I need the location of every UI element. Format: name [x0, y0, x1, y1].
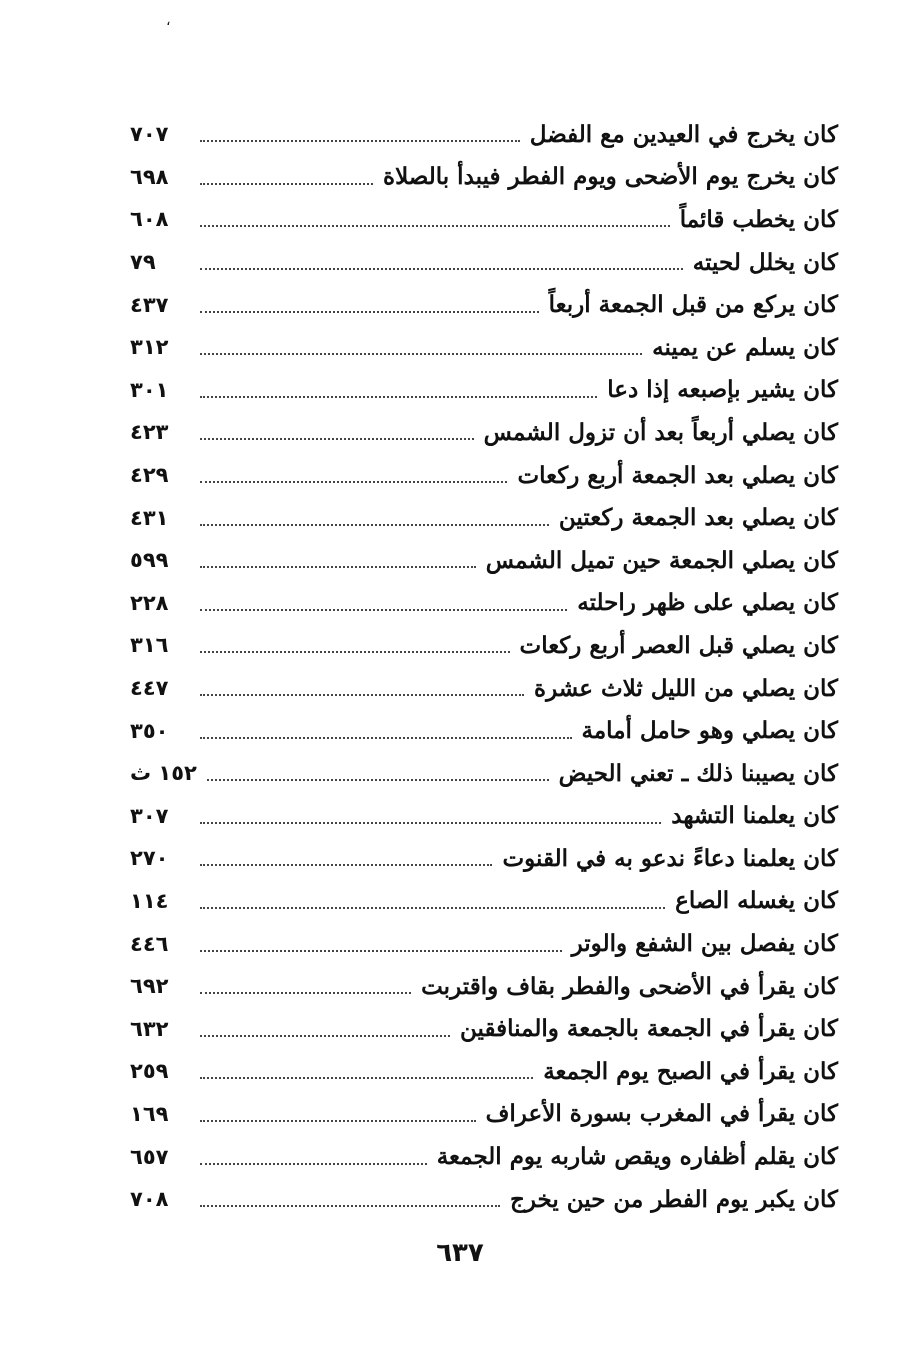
page-ref: ١٦٩ — [130, 1101, 169, 1126]
page-ref: ٧٩ — [130, 250, 156, 275]
index-entry — [130, 1007, 838, 1050]
page-ref: ٣٥٠ — [130, 718, 169, 743]
dot-leader — [200, 566, 476, 568]
index-entry — [130, 582, 838, 625]
index-entry — [130, 539, 838, 582]
index-entry — [130, 1093, 838, 1136]
dot-leader — [200, 225, 670, 227]
dot-leader — [200, 396, 597, 398]
entry-text: كان يقرأ في الصبح يوم الجمعة — [543, 1057, 838, 1085]
dot-leader — [200, 737, 572, 739]
index-entry — [130, 369, 838, 412]
entry-text: كان يصلي بعد الجمعة أربع ركعات — [517, 461, 838, 489]
index-entry — [130, 411, 838, 454]
entry-text: كان يشير بإصبعه إذا دعا — [607, 376, 838, 404]
page-ref: ٤٢٣ — [130, 420, 169, 445]
page-ref: ١١٤ — [130, 888, 169, 913]
index-entry — [130, 1178, 838, 1221]
page-ref: ٣٠١ — [130, 377, 169, 402]
dot-leader — [200, 950, 562, 952]
index-entry — [130, 922, 838, 965]
dot-leader — [200, 694, 524, 696]
page-ref: ٦٠٨ — [130, 207, 169, 232]
index-list — [130, 113, 838, 1220]
index-entry — [130, 1050, 838, 1093]
page-ref: ٧٠٧ — [130, 122, 169, 147]
dot-leader — [200, 1035, 450, 1037]
index-entry — [130, 752, 838, 795]
dot-leader — [200, 1077, 533, 1079]
page-ref: ٣١٢ — [130, 335, 169, 360]
page-ref: ٤٤٦ — [130, 931, 169, 956]
entry-text: كان يخرج في العيدين مع الفضل — [529, 120, 838, 148]
dot-leader — [200, 524, 549, 526]
page-ref: ٤٤٧ — [130, 676, 169, 701]
index-entry — [130, 880, 838, 923]
index-entry — [130, 283, 838, 326]
index-entry — [130, 624, 838, 667]
index-entry — [130, 965, 838, 1008]
entry-text: كان يخلل لحيته — [692, 248, 838, 276]
entry-text: كان يصلي على ظهر راحلته — [577, 589, 838, 617]
dot-leader — [200, 992, 411, 994]
index-entry — [130, 241, 838, 284]
index-entry — [130, 113, 838, 156]
index-entry — [130, 709, 838, 752]
dot-leader — [200, 140, 520, 142]
page-ref: ٤٣٧ — [130, 292, 169, 317]
dot-leader — [200, 1120, 476, 1122]
index-entry — [130, 198, 838, 241]
entry-text: كان يقرأ في المغرب بسورة الأعراف — [485, 1100, 838, 1128]
page-ref: ٢٥٩ — [130, 1059, 169, 1084]
index-entry — [130, 1135, 838, 1178]
entry-text: كان يعلمنا التشهد — [671, 802, 838, 830]
index-entry — [130, 667, 838, 710]
page-ref: ٣١٦ — [130, 633, 169, 658]
entry-text: كان يقرأ في الجمعة بالجمعة والمنافقين — [460, 1015, 838, 1043]
dot-leader — [200, 822, 661, 824]
dot-leader — [200, 311, 539, 313]
page-ref: ٤٢٩ — [130, 463, 169, 488]
index-entry — [130, 454, 838, 497]
page-ref: ٢٧٠ — [130, 846, 169, 871]
page-ref: ٧٠٨ — [130, 1187, 169, 1212]
index-entry — [130, 795, 838, 838]
entry-text: كان يصلي بعد الجمعة ركعتين — [558, 504, 838, 532]
dot-leader — [200, 609, 567, 611]
entry-text: كان يقرأ في الأضحى والفطر بقاف واقتربت — [421, 972, 838, 1000]
page-ref: ٦٥٧ — [130, 1144, 169, 1169]
index-entry — [130, 837, 838, 880]
index-entry — [130, 326, 838, 369]
index-entry — [130, 496, 838, 539]
entry-text: كان يركع من قبل الجمعة أربعاً — [548, 291, 838, 319]
dot-leader — [200, 183, 373, 185]
entry-text: كان يخرج يوم الأضحى ويوم الفطر فيبدأ بالصلاة — [383, 163, 838, 191]
entry-text: كان يقلم أظفاره ويقص شاربه يوم الجمعة — [436, 1143, 838, 1171]
dot-leader — [200, 438, 474, 440]
dot-leader — [200, 1163, 427, 1165]
dot-leader — [200, 353, 642, 355]
entry-text: كان يصلي من الليل ثلاث عشرة — [534, 674, 838, 702]
entry-text: كان يكبر يوم الفطر من حين يخرج — [509, 1185, 838, 1213]
dot-leader — [200, 864, 492, 866]
page-ref: ١٥٢ ث — [130, 761, 197, 786]
entry-text: كان يسلم عن يمينه — [652, 333, 838, 361]
entry-text: كان يصلي أربعاً بعد أن تزول الشمس — [483, 418, 838, 446]
page-ref: ٦٣٢ — [130, 1016, 169, 1041]
entry-text: كان يصلي وهو حامل أمامة — [581, 717, 838, 745]
entry-text: كان يصيبنا ذلك ـ تعني الحيض — [558, 759, 838, 787]
dot-leader — [200, 268, 683, 270]
page-ref: ٦٩٨ — [130, 164, 169, 189]
entry-text: كان يصلي الجمعة حين تميل الشمس — [485, 546, 838, 574]
dot-leader — [207, 779, 549, 781]
dot-leader — [200, 907, 665, 909]
dot-leader — [200, 481, 507, 483]
entry-text: كان يغسله الصاع — [675, 887, 838, 915]
page-ref: ٢٢٨ — [130, 590, 169, 615]
top-mark: ، — [166, 13, 171, 29]
entry-text: كان يصلي قبل العصر أربع ركعات — [519, 631, 838, 659]
page-ref: ٤٣١ — [130, 505, 169, 530]
dot-leader — [200, 651, 510, 653]
entry-text: كان يفصل بين الشفع والوتر — [571, 930, 838, 958]
page-ref: ٦٩٢ — [130, 974, 169, 999]
page-ref: ٥٩٩ — [130, 548, 169, 573]
page-ref: ٣٠٧ — [130, 803, 169, 828]
index-entry — [130, 156, 838, 199]
page-number: ٦٣٧ — [436, 1238, 484, 1268]
dot-leader — [200, 1205, 500, 1207]
entry-text: كان يخطب قائماً — [679, 205, 838, 233]
entry-text: كان يعلمنا دعاءً ندعو به في القنوت — [502, 844, 838, 872]
